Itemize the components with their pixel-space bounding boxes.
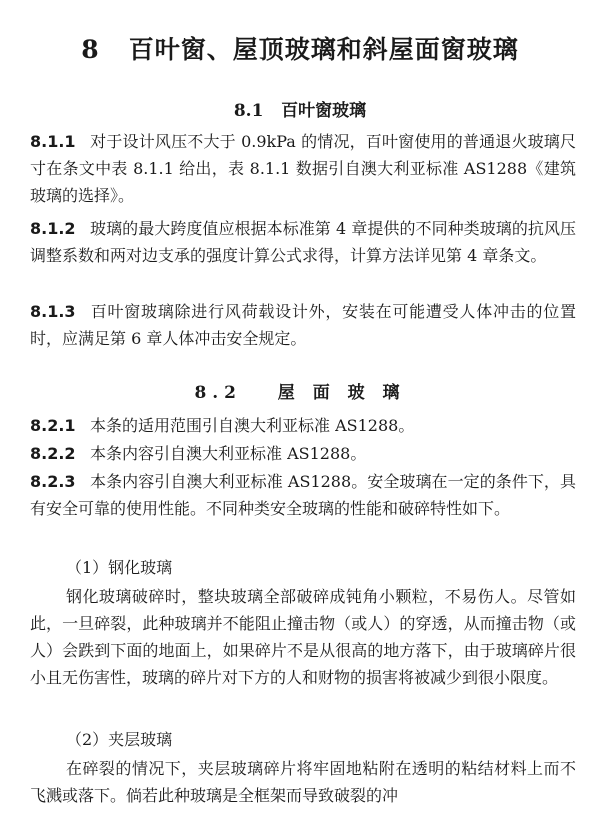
section-title xyxy=(0,96,600,121)
section-title xyxy=(0,378,600,403)
chapter-title xyxy=(0,30,600,66)
clause xyxy=(30,128,576,209)
subsection-label: （2）夹层玻璃 xyxy=(66,730,173,749)
clause-text: 对于设计风压不大于 0.9kPa 的情况，百叶窗使用的普通退火玻璃尺寸在条文中表 8.1.1 给出，表 8.1.1 数据引自澳大利亚标准 AS1288《建筑玻璃的选择》。 xyxy=(30,132,576,205)
clause-text: 本条内容引自澳大利亚标准 AS1288。安全玻璃在一定的条件下，具有安全可靠的使用性能。不同种类安全玻璃的性能和破碎特性如下。 xyxy=(30,472,576,518)
clause xyxy=(30,440,576,467)
subsection-label: （1）钢化玻璃 xyxy=(66,558,173,577)
clause-text: 玻璃的最大跨度值应根据本标准第 4 章提供的不同种类玻璃的抗风压调整系数和两对边支承的强度计算公式求得，计算方法详见第 4 章条文。 xyxy=(30,219,576,265)
clause xyxy=(30,412,576,439)
clause-text: 本条内容引自澳大利亚标准 AS1288。 xyxy=(90,444,367,463)
chapter-number: 8 xyxy=(81,35,100,64)
clause-number: 8.2.3 xyxy=(30,472,76,491)
clause-number: 8.1.3 xyxy=(30,302,76,321)
paragraph: 钢化玻璃破碎时，整块玻璃全部破碎成钝角小颗粒，不易伤人。尽管如此，一旦碎裂，此种玻璃并不能阻止撞击物（或人）的穿透，从而撞击物（或人）会跌到下面的地面上，如果碎片不是从很高的地方落下，由于玻璃碎片很小且无伤害性，玻璃的碎片对下方的人和财物的损害将被减少到很小限度。 xyxy=(30,587,576,687)
chapter-title-text: 百叶窗、屋顶玻璃和斜屋面窗玻璃 xyxy=(128,35,519,64)
clause xyxy=(30,215,576,269)
clause-text: 百叶窗玻璃除进行风荷载设计外，安装在可能遭受人体冲击的位置时，应满足第 6 章人体冲击安全规定。 xyxy=(30,302,576,348)
section-title-text: 百叶窗玻璃 xyxy=(281,101,367,121)
clause-number: 8.1.2 xyxy=(30,219,76,238)
section-title-text: 屋 面 玻 璃 xyxy=(277,383,406,403)
clause-text: 本条的适用范围引自澳大利亚标准 AS1288。 xyxy=(90,416,415,435)
clause-number: 8.2.2 xyxy=(30,444,76,463)
clause-number: 8.2.1 xyxy=(30,416,76,435)
clause xyxy=(30,468,576,522)
clause-number: 8.1.1 xyxy=(30,132,76,151)
clause xyxy=(30,298,576,352)
section-number: 8.1 xyxy=(233,101,264,121)
section-number: 8.2 xyxy=(194,383,243,403)
paragraph: 在碎裂的情况下，夹层玻璃碎片将牢固地粘附在透明的粘结材料上而不飞溅或落下。倘若此种玻璃是全框架而导致破裂的冲 xyxy=(30,759,576,805)
